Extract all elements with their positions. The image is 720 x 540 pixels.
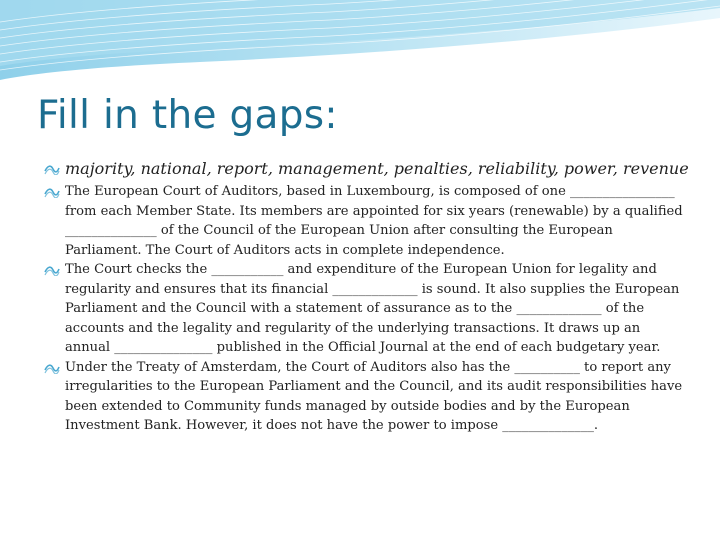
wave-bullet-icon [44, 163, 60, 175]
wave-bullet-icon [44, 362, 60, 374]
paragraph-text: The European Court of Auditors, based in Luxembourg, is composed of one ________________ from each Member State. Its members are appointed for six years (renewable) by a qualified ______________ of the Council of the European Union after consulting the European Parliament. The Court of Auditors acts in complete independence. [65, 184, 683, 258]
paragraph-item [44, 358, 689, 436]
word-bank-text: majority, national, report, management, penalties, reliability, power, revenue [65, 159, 689, 178]
paragraph-text: The Court checks the ___________ and expenditure of the European Union for legality and regularity and ensures that its financial _____________ is sound. It also supplies the European Parliament and the Council with a statement of assurance as to the _____________ of the accounts and the legality and regularity of the underlying transactions. It draws up an annual _______________ published in the Official Journal at the end of each budgetary year. [65, 262, 680, 355]
bullet-list [44, 158, 689, 436]
paragraph-text: Under the Treaty of Amsterdam, the Court of Auditors also has the __________ to report any irregularities to the European Parliament and the Council, and its audit responsibilities have been extended to Community funds managed by outside bodies and by the European Investment Bank. However, it does not have the power to impose ______________. [65, 359, 683, 433]
wave-bullet-icon [44, 186, 60, 198]
paragraph-item [44, 260, 689, 358]
word-bank-item [44, 158, 689, 180]
wave-bullet-icon [44, 264, 60, 276]
slide-title: Fill in the gaps: [37, 93, 338, 138]
paragraph-item [44, 182, 689, 260]
header-wave-banner [0, 0, 720, 90]
